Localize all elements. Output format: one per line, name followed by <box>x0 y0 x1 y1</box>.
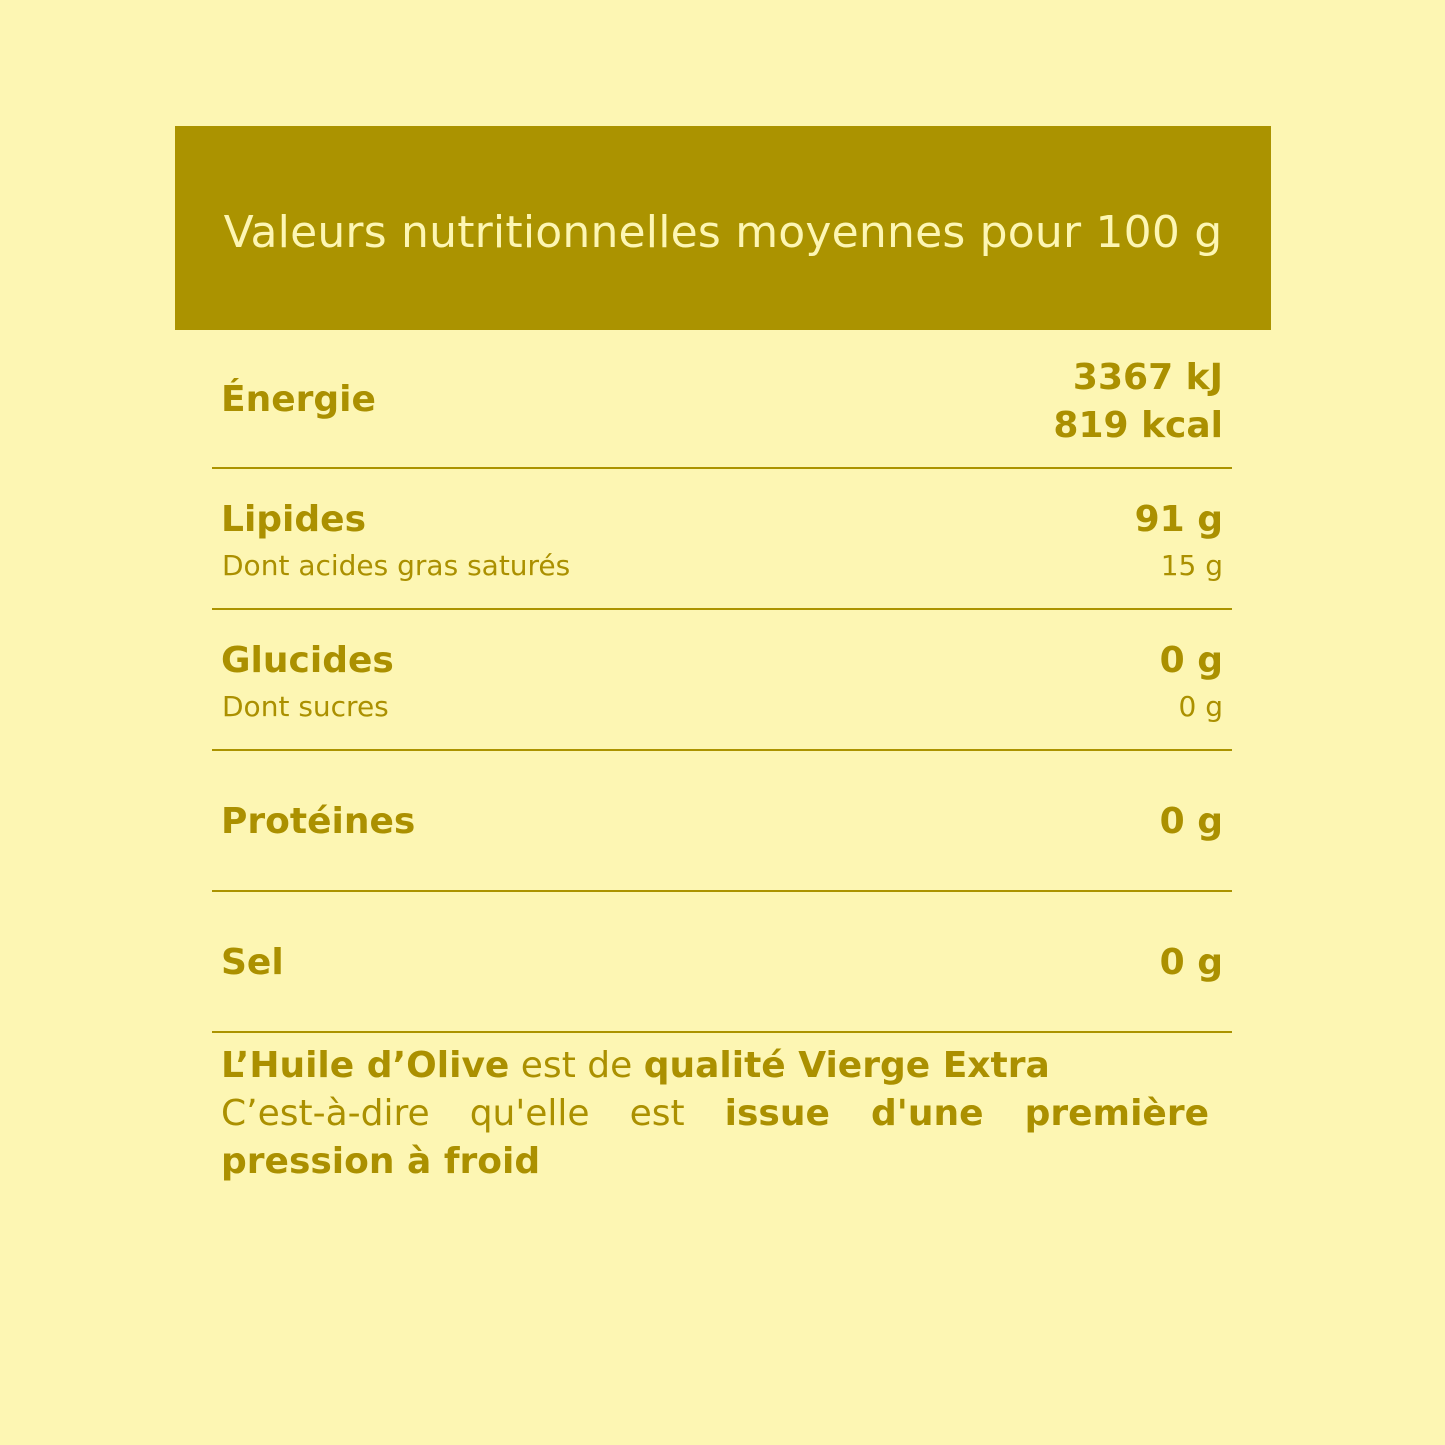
row-proteines <box>212 751 1232 892</box>
lipides-sub-value: 15 g <box>1160 549 1223 582</box>
glucides-sub-value: 0 g <box>1178 690 1223 723</box>
quality-emphasis: issue d'une première <box>724 1093 1209 1134</box>
row-sel <box>212 892 1232 1033</box>
page-title: Valeurs nutritionnelles moyennes pour 100 g <box>223 206 1223 258</box>
product-name: L’Huile d’Olive <box>221 1045 510 1086</box>
quality-line-1 <box>221 1042 1209 1090</box>
proteines-label: Protéines <box>221 801 416 842</box>
row-lipides <box>212 469 1232 610</box>
energie-values <box>1053 354 1223 450</box>
lipides-label: Lipides <box>221 499 367 540</box>
quality-explanation: C’est-à-dire qu'elle est <box>221 1093 725 1134</box>
energie-kj-value: 3367 kJ <box>1072 357 1223 398</box>
nutrition-table <box>212 330 1232 1033</box>
proteines-value: 0 g <box>1159 801 1223 842</box>
quality-line-3: pression à froid <box>221 1141 541 1182</box>
quality-note <box>221 1042 1209 1186</box>
quality-connector: est de <box>509 1045 644 1086</box>
quality-grade: qualité Vierge Extra <box>643 1045 1050 1086</box>
glucides-value: 0 g <box>1159 640 1223 681</box>
sel-label: Sel <box>221 942 284 983</box>
sel-value: 0 g <box>1159 942 1223 983</box>
glucides-sub-label: Dont sucres <box>222 690 389 723</box>
row-glucides <box>212 610 1232 751</box>
row-energie <box>212 330 1232 469</box>
header-banner <box>175 126 1271 330</box>
quality-line-2 <box>221 1090 1209 1138</box>
glucides-label: Glucides <box>221 640 394 681</box>
lipides-value: 91 g <box>1134 499 1223 540</box>
energie-kcal-value: 819 kcal <box>1053 405 1223 446</box>
lipides-sub-label: Dont acides gras saturés <box>222 549 571 582</box>
energie-label: Énergie <box>221 379 376 420</box>
